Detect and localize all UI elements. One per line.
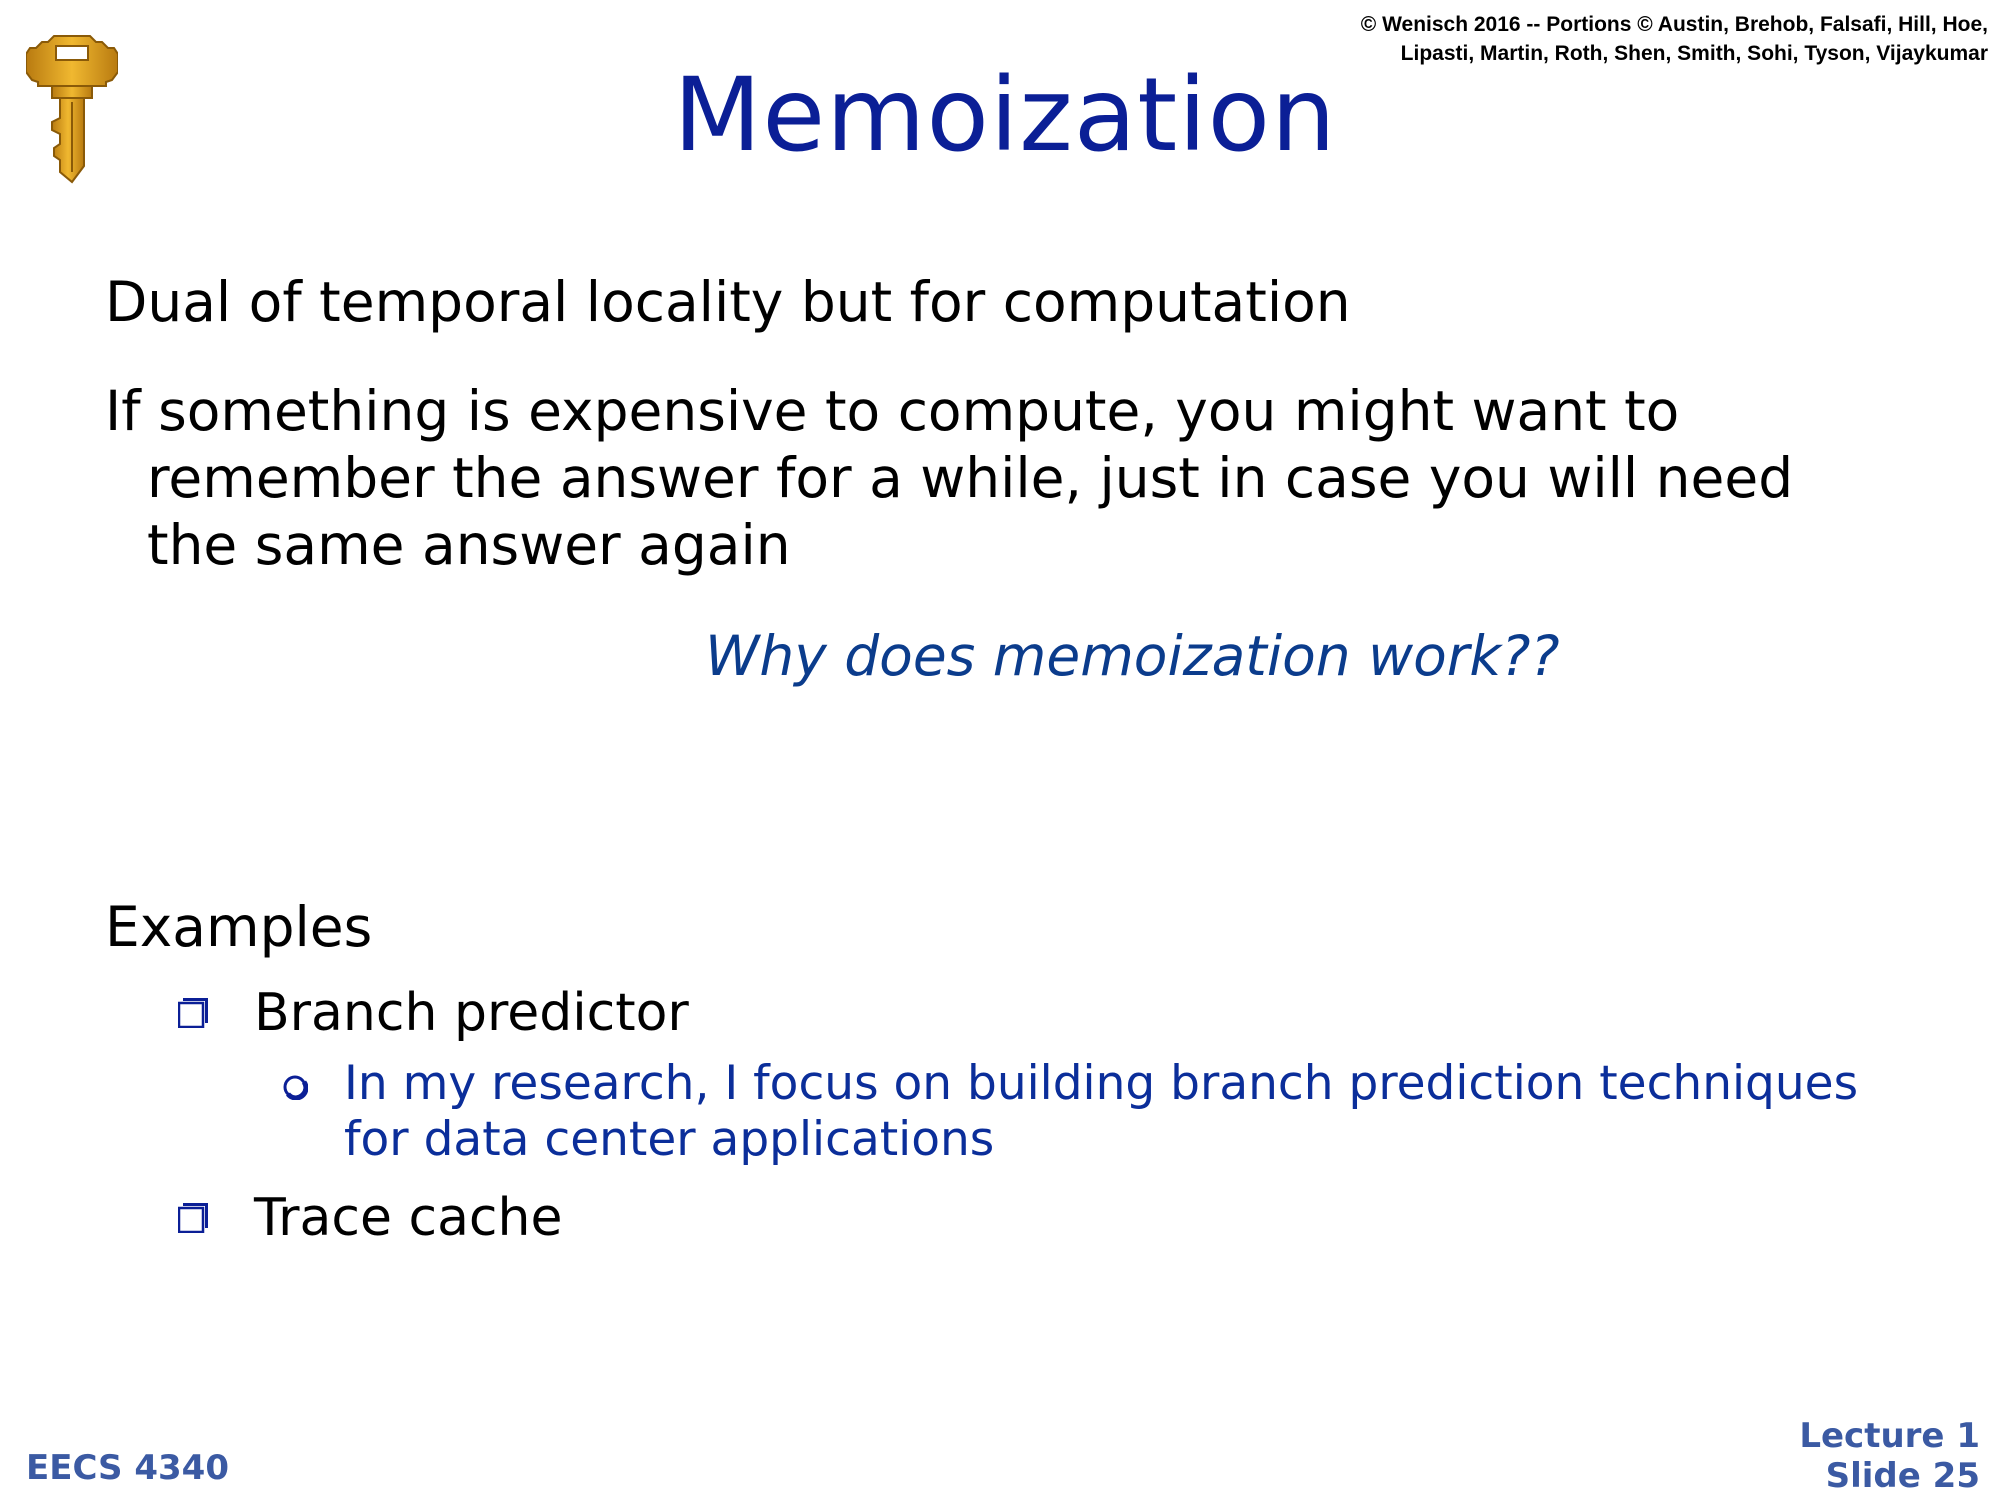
box-bullet-icon: [178, 1203, 208, 1233]
question-text: Why does memoization work??: [705, 624, 1560, 688]
point-expensive-compute-line-1: If something is expensive to compute, you might want to: [105, 379, 1680, 443]
copyright-line-1: © Wenisch 2016 -- Portions © Austin, Brehob, Falsafi, Hill, Hoe,: [1360, 13, 1988, 36]
slide-number: Slide 25: [1825, 1456, 1980, 1496]
slide-title: Memoization: [673, 56, 1337, 175]
example-label: Branch predictor: [254, 983, 689, 1043]
point-temporal-locality: Dual of temporal locality but for computation: [105, 270, 1351, 334]
point-expensive-compute-line-2: remember the answer for a while, just in case you will need: [147, 446, 1794, 510]
sub-bullet-line-2: for data center applications: [344, 1112, 995, 1167]
box-bullet-icon: [178, 998, 208, 1028]
course-code: EECS 4340: [26, 1448, 229, 1488]
examples-heading: Examples: [105, 895, 373, 959]
lecture-number: Lecture 1: [1799, 1416, 1980, 1456]
point-expensive-compute: [105, 378, 1793, 579]
sub-bullet-line-1: In my research, I focus on building branch prediction techniques: [344, 1056, 1859, 1111]
example-label: Trace cache: [254, 1188, 563, 1248]
circle-bullet-icon: [282, 1074, 308, 1100]
copyright-line-2: Lipasti, Martin, Roth, Shen, Smith, Sohi, Tyson, Vijaykumar: [1400, 42, 1988, 65]
slide-number-block: [1799, 1416, 1980, 1496]
point-expensive-compute-line-3: the same answer again: [147, 513, 791, 577]
